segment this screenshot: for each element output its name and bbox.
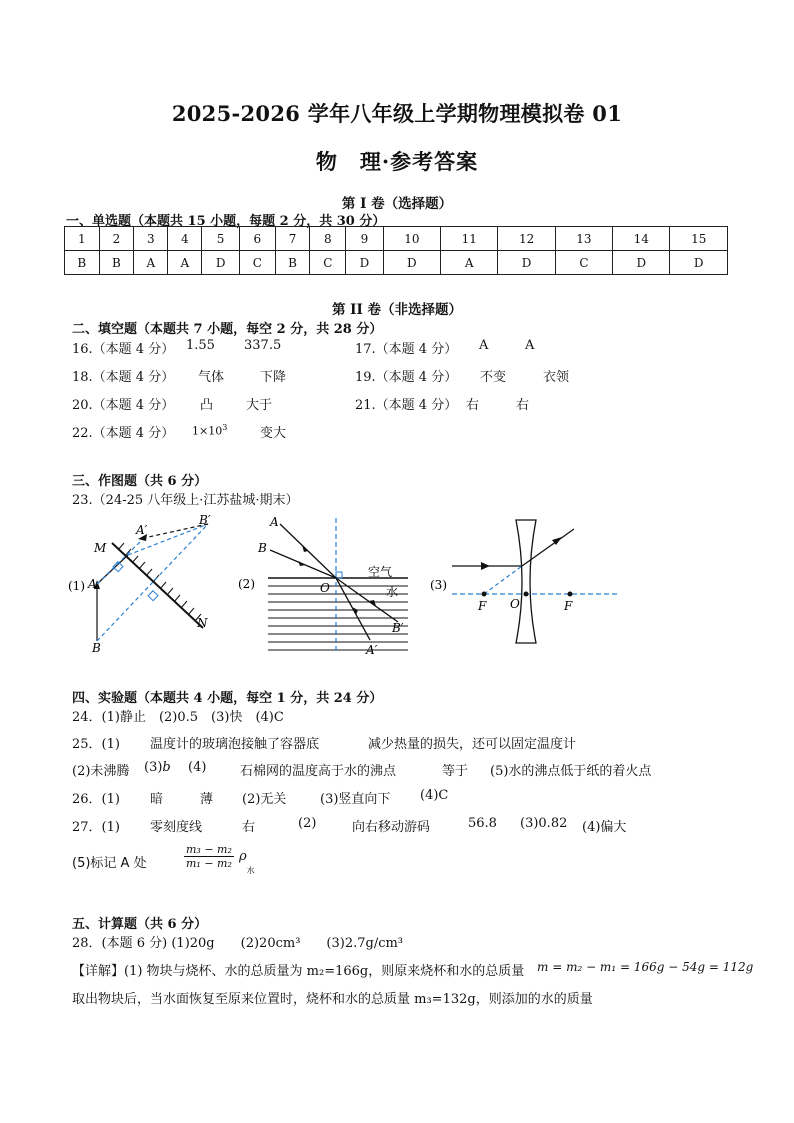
q26-answer-1: 暗 bbox=[150, 792, 164, 807]
fig1-label-m: M bbox=[94, 541, 107, 555]
choice-section-title: 一、单选题（本题共 15 小题，每题 2 分，共 30 分） bbox=[66, 214, 386, 229]
answer-table-number-row bbox=[65, 227, 728, 251]
question-number-cell: 4 bbox=[168, 227, 202, 251]
question-number-cell: 2 bbox=[99, 227, 134, 251]
q22-label: 22.（本题 4 分） bbox=[72, 426, 175, 441]
fig1-label-a: A bbox=[88, 577, 97, 591]
q24-answer: 24．(1)静止 (2)0.5 (3)快 (4)C bbox=[72, 710, 284, 725]
answer-cell: C bbox=[239, 251, 275, 275]
part1-heading: 第 I 卷（选择题） bbox=[341, 196, 453, 212]
q27-part-3: (3)0.82 bbox=[520, 816, 568, 831]
q17-answer-1: A bbox=[479, 338, 489, 353]
q25-part-3: (3)b bbox=[144, 760, 171, 775]
q27-label: 27．(1) bbox=[72, 820, 120, 835]
fig2-label-a: A bbox=[270, 515, 279, 529]
fig1-number: (1) bbox=[68, 579, 85, 593]
q25-answer-1: 温度计的玻璃泡接触了容器底 bbox=[150, 737, 320, 752]
part2-heading: 第 II 卷（非选择题） bbox=[331, 302, 463, 318]
q23-label: 23.（24-25 八年级上·江苏盐城·期末） bbox=[72, 493, 299, 508]
q20-label: 20.（本题 4 分） bbox=[72, 398, 175, 413]
q28-detail-line-1: 【详解】(1) 物块与烧杯、水的总质量为 m₂=166g，则原来烧杯和水的总质量 bbox=[72, 964, 525, 979]
answer-table-answer-row bbox=[65, 251, 728, 275]
q16-label: 16.（本题 4 分） bbox=[72, 342, 175, 357]
answer-cell: B bbox=[65, 251, 100, 275]
fig1-label-b: B bbox=[92, 641, 101, 655]
fill-section-title: 二、填空题（本题共 7 小题，每空 2 分，共 28 分） bbox=[72, 322, 383, 337]
q17-label: 17.（本题 4 分） bbox=[355, 342, 458, 357]
fig2-label-water: 水 bbox=[386, 585, 399, 599]
question-number-cell: 15 bbox=[670, 227, 728, 251]
q17-answer-2: A bbox=[525, 338, 535, 353]
q20-answer-2: 大于 bbox=[246, 398, 273, 413]
q26-label: 26．(1) bbox=[72, 792, 120, 807]
question-number-cell: 7 bbox=[275, 227, 310, 251]
q27-answer-3: 向右移动游码 bbox=[352, 820, 431, 835]
q19-answer-2: 衣领 bbox=[543, 370, 570, 385]
q28-detail-line-2: 取出物块后，当水面恢复至原来位置时，烧杯和水的总质量 m₃=132g，则添加的水的质量 bbox=[72, 992, 593, 1007]
fig3-label-f1: F bbox=[478, 599, 487, 613]
figure-1-plane-mirror bbox=[68, 510, 238, 660]
q25-part-2: (2)未沸腾 bbox=[72, 764, 130, 779]
page-title: 2025-2026 学年八年级上学期物理模拟卷 01 bbox=[171, 101, 623, 126]
q27-answer-4: 56.8 bbox=[468, 816, 497, 831]
q16-answer-2: 337.5 bbox=[244, 338, 282, 353]
q22-answer-1: $1\times 10^3$ bbox=[192, 423, 228, 438]
q26-part-3: (3)竖直向下 bbox=[320, 792, 391, 807]
fig2-label-air: 空气 bbox=[368, 565, 393, 579]
q25-answer-2: 减少热量的损失，还可以固定温度计 bbox=[368, 737, 577, 752]
answer-cell: D bbox=[498, 251, 555, 275]
question-number-cell: 5 bbox=[202, 227, 239, 251]
question-number-cell: 9 bbox=[346, 227, 383, 251]
answer-cell: D bbox=[670, 251, 728, 275]
draw-section-title: 三、作图题（共 6 分） bbox=[72, 474, 208, 489]
question-number-cell: 6 bbox=[239, 227, 275, 251]
q27-answer-1: 零刻度线 bbox=[150, 820, 203, 835]
q21-answer-2: 右 bbox=[516, 398, 530, 413]
answer-cell: C bbox=[555, 251, 612, 275]
fig2-label-b-prime: B′ bbox=[392, 621, 404, 635]
q27-part-5-formula: $\frac{\text{m₃ − m₂}}{\text{m₁ − m₂}}$ $\rho_水$ bbox=[186, 843, 255, 875]
q16-answer-1: 1.55 bbox=[186, 338, 215, 353]
q27-part-2: (2) bbox=[298, 816, 317, 831]
q18-label: 18.（本题 4 分） bbox=[72, 370, 175, 385]
calc-section-title: 五、计算题（共 6 分） bbox=[72, 917, 208, 932]
q18-answer-1: 气体 bbox=[198, 370, 225, 385]
fig3-label-f2: F bbox=[564, 599, 573, 613]
figure-3-concave-lens bbox=[430, 515, 630, 650]
fig1-label-b-prime: B′ bbox=[199, 513, 211, 527]
fig3-label-o: O bbox=[510, 597, 520, 611]
density-fraction: $\frac{\text{m₃ − m₂}}{\text{m₁ − m₂}}$ bbox=[186, 843, 232, 870]
question-number-cell: 10 bbox=[383, 227, 440, 251]
q21-answer-1: 右 bbox=[466, 398, 480, 413]
q28-answer: 28．(本题 6 分) (1)20g (2)20cm³ (3)2.7g/cm³ bbox=[72, 936, 404, 951]
question-number-cell: 14 bbox=[613, 227, 670, 251]
q25-part-4-answer: 石棉网的温度高于水的沸点 bbox=[240, 764, 397, 779]
answer-cell: D bbox=[346, 251, 383, 275]
q27-part-5-label: (5)标记 A 处 bbox=[72, 856, 147, 871]
answer-cell: D bbox=[202, 251, 239, 275]
fig2-label-b: B bbox=[258, 541, 267, 555]
fig1-label-a-prime: A′ bbox=[136, 523, 148, 537]
question-number-cell: 8 bbox=[310, 227, 346, 251]
q25-part-5: (5)水的沸点低于纸的着火点 bbox=[490, 764, 652, 779]
q26-answer-2: 薄 bbox=[200, 792, 214, 807]
q22-answer-2: 变大 bbox=[260, 426, 287, 441]
q25-label: 25．(1) bbox=[72, 737, 120, 752]
answer-cell: A bbox=[168, 251, 202, 275]
answer-cell: D bbox=[383, 251, 440, 275]
answer-cell: A bbox=[441, 251, 498, 275]
answer-cell: B bbox=[99, 251, 134, 275]
q19-answer-1: 不变 bbox=[480, 370, 507, 385]
q28-detail-equation: m = m₂ − m₁ = 166g − 54g = 112g bbox=[537, 960, 754, 974]
question-number-cell: 12 bbox=[498, 227, 555, 251]
fig2-number: (2) bbox=[238, 577, 255, 591]
q25-part-4-answer-2: 等于 bbox=[442, 764, 469, 779]
question-number-cell: 3 bbox=[134, 227, 168, 251]
q25-part-4-label: (4) bbox=[188, 760, 207, 775]
q21-label: 21.（本题 4 分） bbox=[355, 398, 458, 413]
q26-part-4: (4)C bbox=[420, 788, 449, 803]
page-subtitle: 物 理·参考答案 bbox=[315, 149, 479, 174]
q20-answer-1: 凸 bbox=[200, 398, 214, 413]
question-number-cell: 13 bbox=[555, 227, 612, 251]
answer-cell: B bbox=[275, 251, 310, 275]
q19-label: 19.（本题 4 分） bbox=[355, 370, 458, 385]
experiment-section-title: 四、实验题（本题共 4 小题，每空 1 分，共 24 分） bbox=[72, 691, 383, 706]
fig3-number: (3) bbox=[430, 578, 447, 592]
fig2-label-o: O bbox=[320, 581, 330, 595]
question-number-cell: 11 bbox=[441, 227, 498, 251]
question-number-cell: 1 bbox=[65, 227, 100, 251]
answer-table bbox=[64, 226, 728, 275]
figure-2-refraction bbox=[236, 510, 416, 660]
q27-answer-2: 右 bbox=[242, 820, 256, 835]
answer-cell: D bbox=[613, 251, 670, 275]
answer-cell: C bbox=[310, 251, 346, 275]
answer-cell: A bbox=[134, 251, 168, 275]
q18-answer-2: 下降 bbox=[260, 370, 287, 385]
q26-part-2: (2)无关 bbox=[242, 792, 287, 807]
fig2-label-a-prime: A′ bbox=[366, 643, 378, 657]
fig1-label-n: N bbox=[197, 616, 208, 630]
q27-part-4: (4)偏大 bbox=[582, 820, 627, 835]
